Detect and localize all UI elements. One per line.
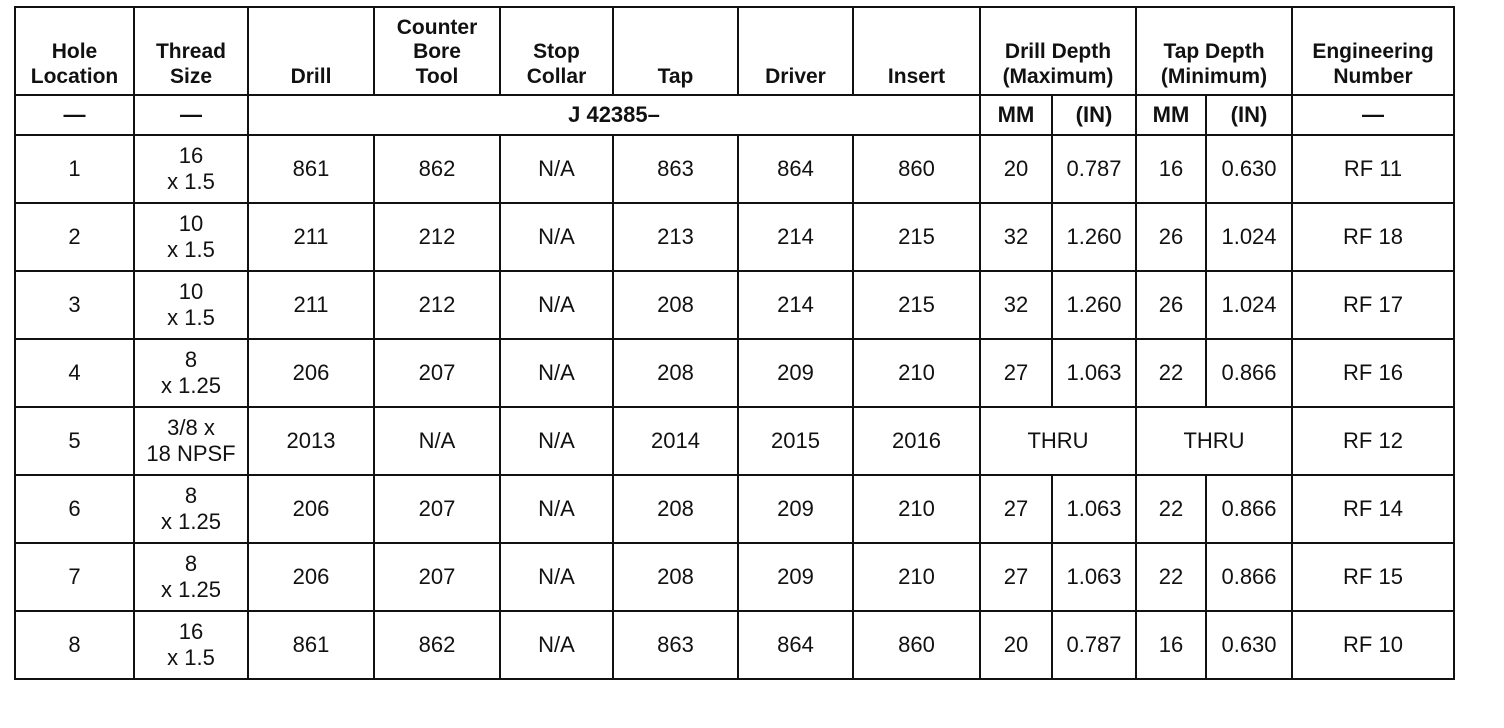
header-counter-bore-tool: Counter Bore Tool	[374, 7, 500, 95]
cell-insert: 210	[853, 339, 980, 407]
header-engineering-number: Engineering Number	[1292, 7, 1454, 95]
cell-tap-in: 0.630	[1206, 135, 1292, 203]
cell-insert: 860	[853, 611, 980, 679]
subheader-drill-mm: MM	[980, 95, 1052, 135]
cell-counter-bore: 212	[374, 271, 500, 339]
cell-insert: 215	[853, 203, 980, 271]
cell-insert: 2016	[853, 407, 980, 475]
cell-tap-mm: 22	[1136, 543, 1206, 611]
cell-drill-mm: 32	[980, 271, 1052, 339]
cell-hole: 3	[15, 271, 134, 339]
cell-tap: 863	[613, 135, 738, 203]
cell-hole: 2	[15, 203, 134, 271]
cell-thread: 16 x 1.5	[134, 135, 248, 203]
cell-thread: 3/8 x 18 NPSF	[134, 407, 248, 475]
cell-driver: 214	[738, 203, 853, 271]
tool-specification-table	[14, 6, 1455, 680]
cell-stop-collar: N/A	[500, 611, 613, 679]
header-thread-size: Thread Size	[134, 7, 248, 95]
cell-stop-collar: N/A	[500, 475, 613, 543]
cell-drill-in: 1.260	[1052, 271, 1136, 339]
cell-thread: 16 x 1.5	[134, 611, 248, 679]
cell-tap-in: 0.866	[1206, 543, 1292, 611]
header-tap: Tap	[613, 7, 738, 95]
cell-stop-collar: N/A	[500, 135, 613, 203]
cell-drill-mm: 20	[980, 611, 1052, 679]
subheader-drill-in: (IN)	[1052, 95, 1136, 135]
cell-drill: 861	[248, 611, 374, 679]
cell-engineering-number: RF 14	[1292, 475, 1454, 543]
cell-tap-mm: 26	[1136, 203, 1206, 271]
header-driver: Driver	[738, 7, 853, 95]
cell-thread: 8 x 1.25	[134, 339, 248, 407]
cell-tap-in: 0.630	[1206, 611, 1292, 679]
cell-tap-in: 0.866	[1206, 339, 1292, 407]
cell-engineering-number: RF 10	[1292, 611, 1454, 679]
cell-driver: 214	[738, 271, 853, 339]
cell-engineering-number: RF 18	[1292, 203, 1454, 271]
table-row	[15, 339, 1454, 407]
cell-drill: 211	[248, 271, 374, 339]
cell-stop-collar: N/A	[500, 339, 613, 407]
cell-driver: 2015	[738, 407, 853, 475]
cell-counter-bore: 207	[374, 543, 500, 611]
cell-tap: 213	[613, 203, 738, 271]
cell-drill-in: 0.787	[1052, 135, 1136, 203]
table-row	[15, 271, 1454, 339]
table-row	[15, 475, 1454, 543]
table-row	[15, 407, 1454, 475]
cell-tap: 208	[613, 475, 738, 543]
cell-thread: 8 x 1.25	[134, 543, 248, 611]
header-insert: Insert	[853, 7, 980, 95]
cell-driver: 864	[738, 135, 853, 203]
subheader-tap-mm: MM	[1136, 95, 1206, 135]
cell-hole: 7	[15, 543, 134, 611]
cell-hole: 1	[15, 135, 134, 203]
cell-thread: 10 x 1.5	[134, 271, 248, 339]
cell-thread: 10 x 1.5	[134, 203, 248, 271]
cell-drill-in: 1.063	[1052, 475, 1136, 543]
header-stop-collar: Stop Collar	[500, 7, 613, 95]
cell-stop-collar: N/A	[500, 203, 613, 271]
cell-stop-collar: N/A	[500, 543, 613, 611]
cell-drill-mm: 20	[980, 135, 1052, 203]
cell-tap-mm: 22	[1136, 475, 1206, 543]
cell-tap: 863	[613, 611, 738, 679]
cell-drill: 206	[248, 475, 374, 543]
cell-drill-mm: 27	[980, 543, 1052, 611]
cell-engineering-number: RF 12	[1292, 407, 1454, 475]
cell-stop-collar: N/A	[500, 407, 613, 475]
cell-counter-bore: 862	[374, 611, 500, 679]
subheader-tool-prefix: J 42385–	[248, 95, 980, 135]
cell-tap-mm: 22	[1136, 339, 1206, 407]
cell-drill-in: 0.787	[1052, 611, 1136, 679]
cell-engineering-number: RF 15	[1292, 543, 1454, 611]
subheader-thread-dash: —	[134, 95, 248, 135]
cell-hole: 4	[15, 339, 134, 407]
cell-counter-bore: 207	[374, 475, 500, 543]
cell-counter-bore: N/A	[374, 407, 500, 475]
cell-hole: 6	[15, 475, 134, 543]
cell-tap: 208	[613, 543, 738, 611]
cell-drill: 211	[248, 203, 374, 271]
cell-engineering-number: RF 16	[1292, 339, 1454, 407]
subheader-eng-dash: —	[1292, 95, 1454, 135]
cell-tap-mm: 26	[1136, 271, 1206, 339]
tool-table-wrapper	[14, 6, 1455, 680]
cell-engineering-number: RF 11	[1292, 135, 1454, 203]
cell-tap-in: 1.024	[1206, 203, 1292, 271]
cell-drill: 206	[248, 543, 374, 611]
cell-driver: 209	[738, 475, 853, 543]
table-row	[15, 543, 1454, 611]
cell-drill-mm: 27	[980, 339, 1052, 407]
cell-stop-collar: N/A	[500, 271, 613, 339]
header-tap-depth: Tap Depth (Minimum)	[1136, 7, 1292, 95]
cell-tap-in: 1.024	[1206, 271, 1292, 339]
cell-hole: 5	[15, 407, 134, 475]
cell-tap-depth-thru: THRU	[1136, 407, 1292, 475]
cell-hole: 8	[15, 611, 134, 679]
cell-insert: 215	[853, 271, 980, 339]
subheader-row	[15, 95, 1454, 135]
cell-tap: 2014	[613, 407, 738, 475]
cell-drill: 206	[248, 339, 374, 407]
cell-counter-bore: 212	[374, 203, 500, 271]
header-drill: Drill	[248, 7, 374, 95]
header-drill-depth: Drill Depth (Maximum)	[980, 7, 1136, 95]
cell-drill-mm: 27	[980, 475, 1052, 543]
cell-counter-bore: 207	[374, 339, 500, 407]
cell-counter-bore: 862	[374, 135, 500, 203]
cell-drill: 861	[248, 135, 374, 203]
cell-tap: 208	[613, 339, 738, 407]
subheader-hole-dash: —	[15, 95, 134, 135]
cell-insert: 210	[853, 543, 980, 611]
cell-insert: 210	[853, 475, 980, 543]
table-row	[15, 203, 1454, 271]
header-row	[15, 7, 1454, 95]
cell-driver: 209	[738, 339, 853, 407]
cell-drill-in: 1.063	[1052, 543, 1136, 611]
table-row	[15, 611, 1454, 679]
cell-tap: 208	[613, 271, 738, 339]
cell-driver: 209	[738, 543, 853, 611]
cell-thread: 8 x 1.25	[134, 475, 248, 543]
cell-drill-depth-thru: THRU	[980, 407, 1136, 475]
table-row	[15, 135, 1454, 203]
cell-drill-in: 1.063	[1052, 339, 1136, 407]
cell-tap-mm: 16	[1136, 135, 1206, 203]
cell-drill: 2013	[248, 407, 374, 475]
cell-drill-mm: 32	[980, 203, 1052, 271]
cell-tap-mm: 16	[1136, 611, 1206, 679]
cell-drill-in: 1.260	[1052, 203, 1136, 271]
subheader-tap-in: (IN)	[1206, 95, 1292, 135]
cell-tap-in: 0.866	[1206, 475, 1292, 543]
header-hole-location: Hole Location	[15, 7, 134, 95]
cell-driver: 864	[738, 611, 853, 679]
cell-insert: 860	[853, 135, 980, 203]
cell-engineering-number: RF 17	[1292, 271, 1454, 339]
